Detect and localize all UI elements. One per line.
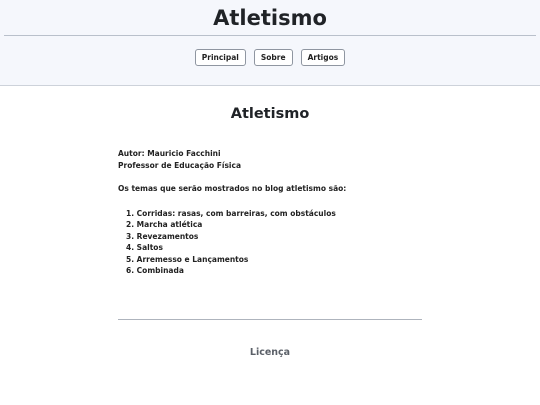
list-item: 6. Combinada — [126, 266, 184, 276]
list-item: 2. Marcha atlética — [126, 220, 203, 230]
main-nav — [0, 49, 540, 66]
author-name: Autor: Mauricio Facchini — [118, 149, 221, 158]
list-item: 1. Corridas: rasas, com barreiras, com obstáculos — [126, 208, 336, 218]
page-title: Atletismo — [230, 106, 310, 122]
intro-text: Os temas que serão mostrados no blog atletismo são: — [118, 184, 347, 193]
topic-list — [118, 208, 424, 278]
article-content — [118, 148, 424, 277]
site-title: Atletismo — [213, 6, 327, 30]
author-role: Professor de Educação Física — [118, 160, 241, 170]
nav-sobre-button[interactable]: Sobre — [254, 49, 293, 66]
nav-principal-button[interactable]: Principal — [195, 49, 246, 66]
list-item: 5. Arremesso e Lançamentos — [126, 254, 249, 264]
list-item: 3. Revezamentos — [126, 231, 199, 241]
header-divider — [4, 35, 536, 36]
footer-divider — [118, 319, 422, 320]
nav-artigos-button[interactable]: Artigos — [301, 49, 346, 66]
site-header — [0, 0, 540, 86]
license-link[interactable]: Licença — [249, 347, 291, 358]
list-item: 4. Saltos — [126, 243, 163, 253]
